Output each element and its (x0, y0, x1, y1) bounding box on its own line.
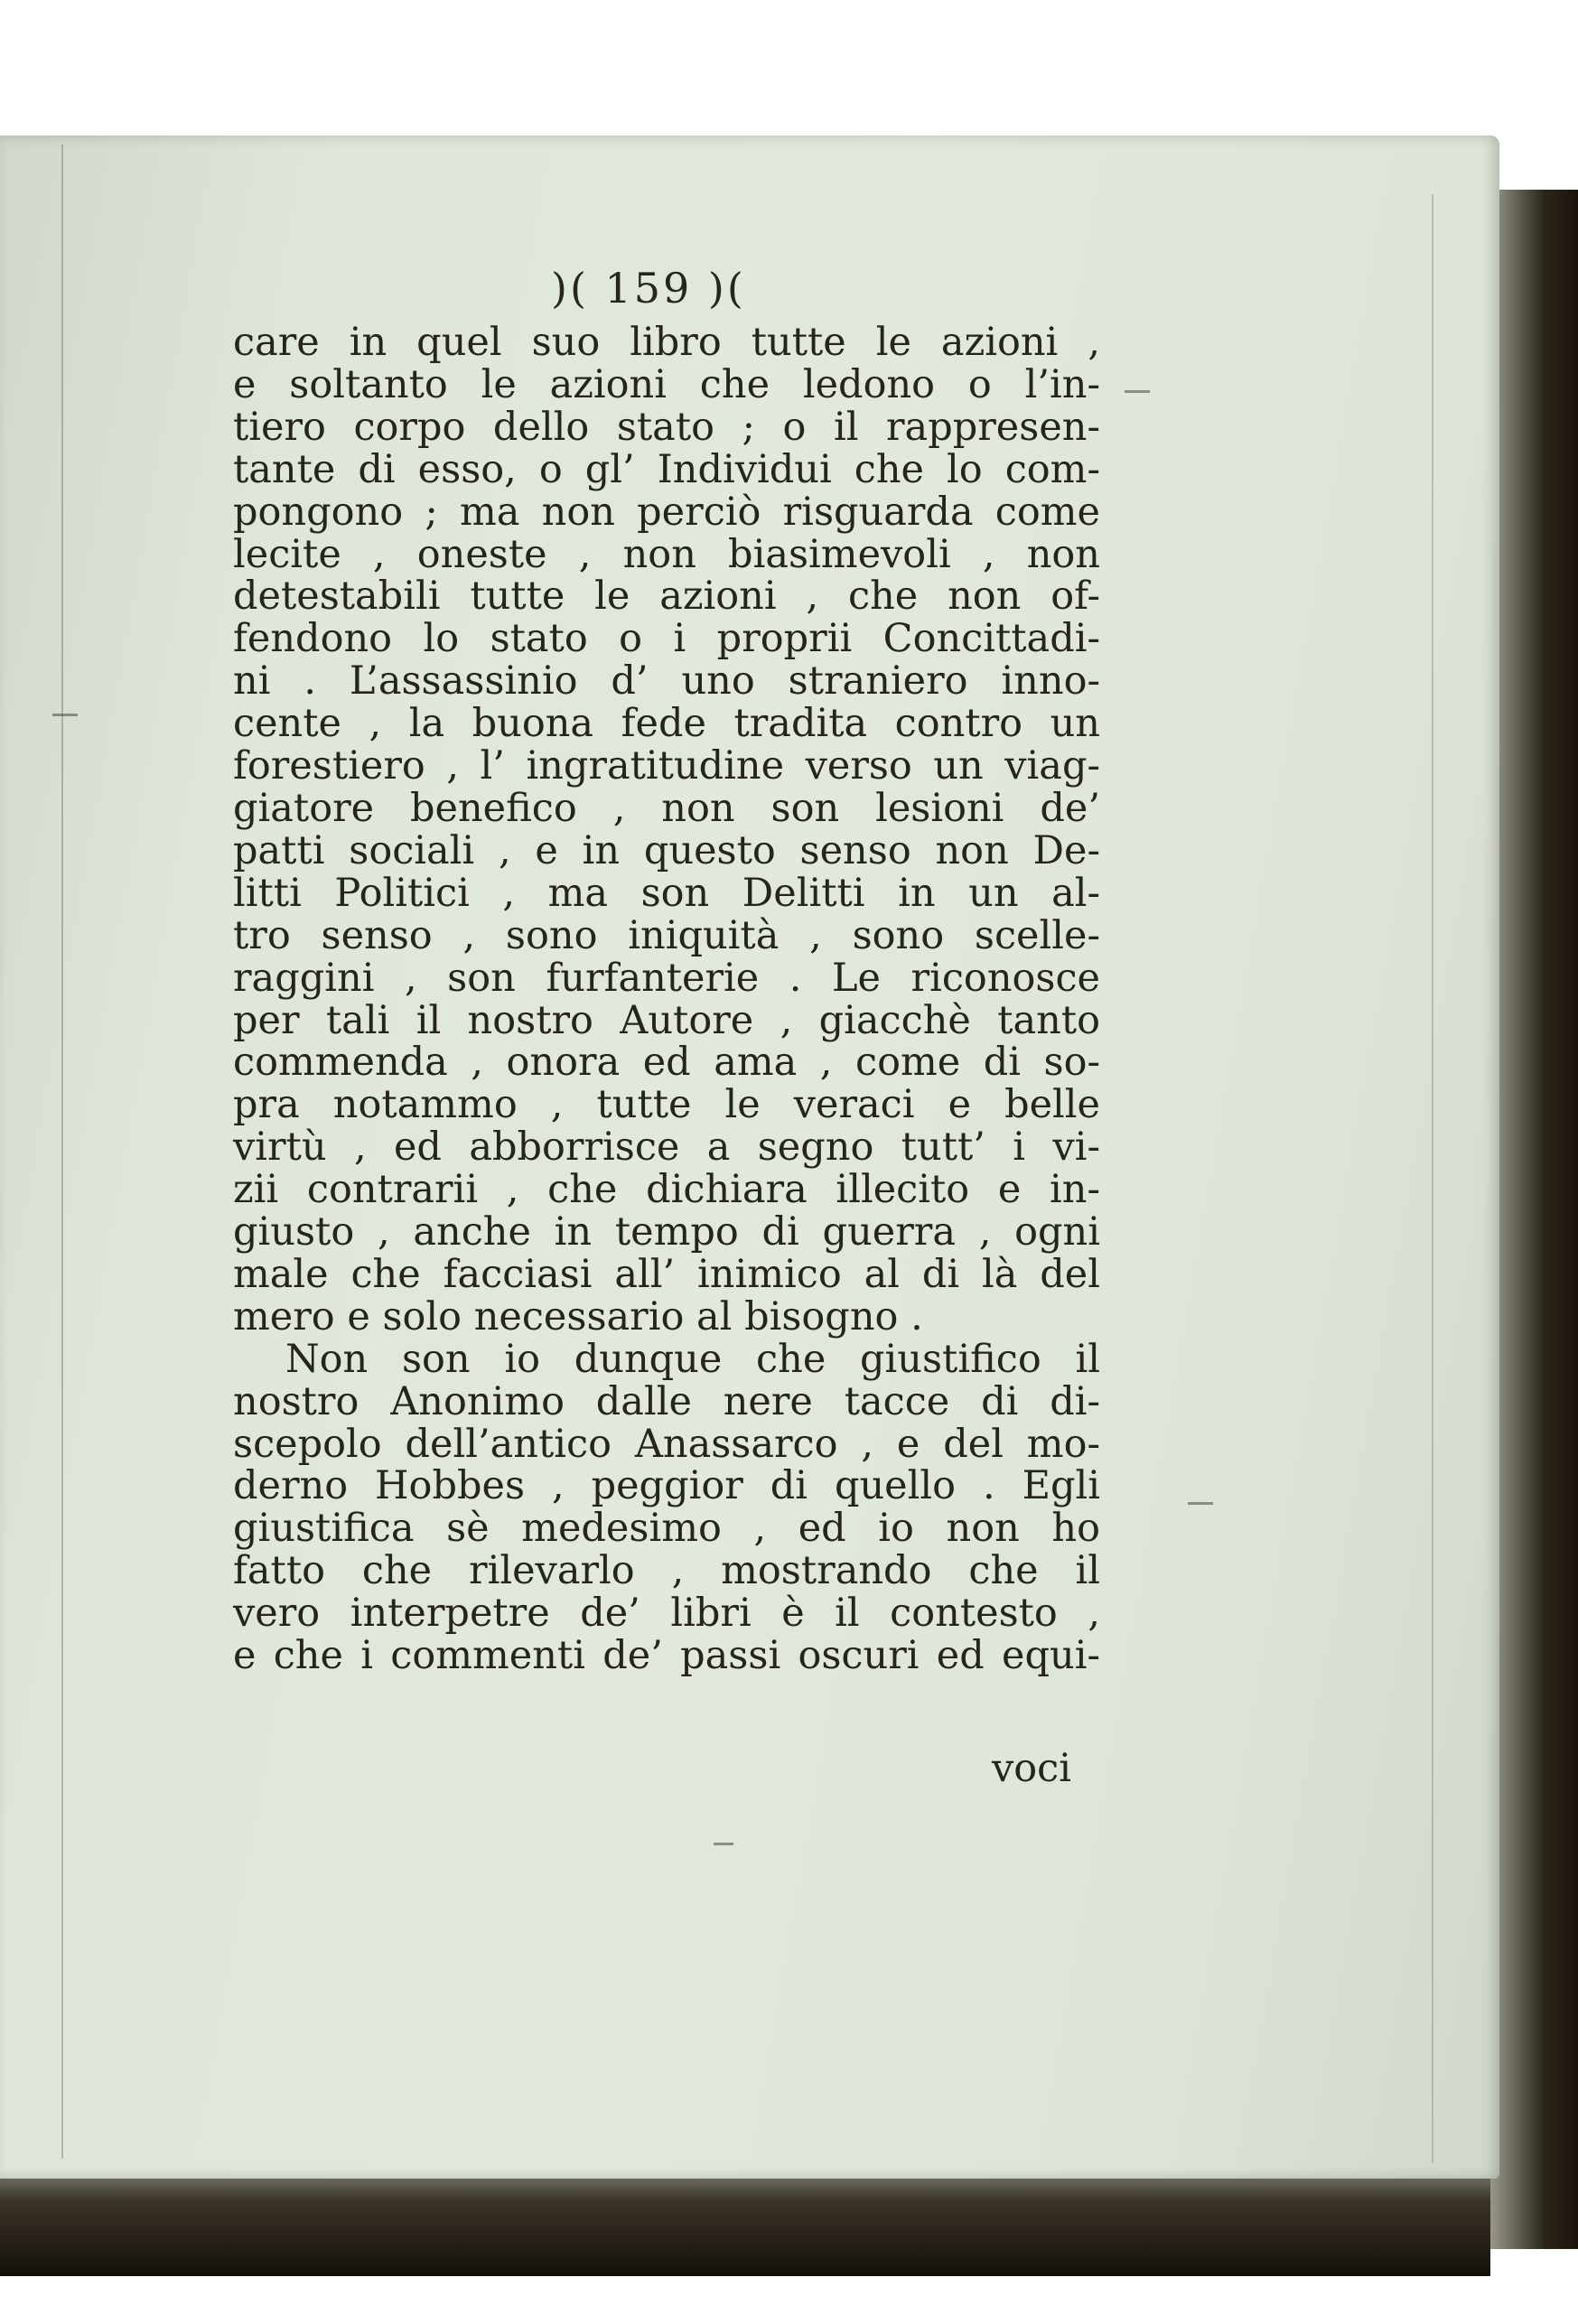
text-line: giustifica sè medesimo , ed io non ho (233, 1506, 1100, 1552)
text-line: nostro Anonimo dalle nere tacce di di- (233, 1378, 1100, 1424)
text-line: fatto che rilevarlo , mostrando che il (233, 1548, 1100, 1594)
text-line: ni . L’assassinio d’ uno straniero inno- (233, 658, 1100, 705)
text-line: vero interpetre de’ libri è il contesto , (233, 1591, 1100, 1637)
text-line: care in quel suo libro tutte le azioni , (233, 320, 1100, 365)
text-line: giusto , anche in tempo di guerra , ogni (233, 1209, 1100, 1255)
margin-mark (1125, 390, 1150, 393)
fold-line (1432, 194, 1433, 2163)
margin-mark (52, 714, 78, 716)
text-line: forestiero , l’ ingratitudine verso un viag- (233, 743, 1100, 789)
text-line: male che facciasi all’ inimico al di là del (233, 1251, 1100, 1297)
text-line: e che i commenti de’ passi oscuri ed equi- (233, 1633, 1100, 1679)
margin-mark (1188, 1502, 1213, 1505)
text-line: commenda , onora ed ama , come di so- (233, 1040, 1100, 1086)
text-line: e soltanto le azioni che ledono o l’in- (233, 361, 1100, 407)
text-line: mero e solo necessario al bisogno . (233, 1293, 923, 1339)
text-line: patti sociali , e in questo senso non De- (233, 827, 1100, 873)
margin-mark (714, 1843, 733, 1845)
catchword: voci (992, 1746, 1072, 1791)
text-line: cente , la buona fede tradita contro un (233, 701, 1100, 747)
gutter-line (61, 145, 63, 2159)
text-line: per tali il nostro Autore , giacchè tanto (233, 997, 1100, 1043)
text-line: tante di esso, o gl’ Individui che lo com- (233, 446, 1100, 492)
text-line: pra notammo , tutte le veraci e belle (233, 1082, 1100, 1128)
text-line: derno Hobbes , peggior di quello . Egli (233, 1463, 1100, 1509)
text-line: tro senso , sono iniquità , sono scelle- (233, 912, 1100, 958)
text-line: detestabili tutte le azioni , che non of- (233, 574, 1100, 620)
text-line: zii contrarii , che dichiara illecito e in- (233, 1167, 1100, 1213)
text-line: virtù , ed abborrisce a segno tutt’ i vi- (233, 1125, 1100, 1171)
text-line: lecite , oneste , non biasimevoli , non (233, 531, 1100, 577)
page-header: )( 159 )( (551, 264, 746, 313)
text-line: scepolo dell’antico Anassarco , e del mo- (233, 1421, 1100, 1467)
body-text (233, 322, 1100, 1677)
text-line: tiero corpo dello stato ; o il rappresen- (233, 404, 1100, 450)
text-line: giatore benefico , non son lesioni de’ (233, 785, 1100, 831)
text-line: Non son io dunque che giustifico il (285, 1336, 1100, 1382)
text-line: pongono ; ma non perciò risguarda come (233, 489, 1100, 535)
text-line: litti Politici , ma son Delitti in un al- (233, 870, 1100, 916)
text-line: fendono lo stato o i proprii Concittadi- (233, 616, 1100, 662)
text-line: raggini , son furfanterie . Le riconosce (233, 955, 1100, 1001)
